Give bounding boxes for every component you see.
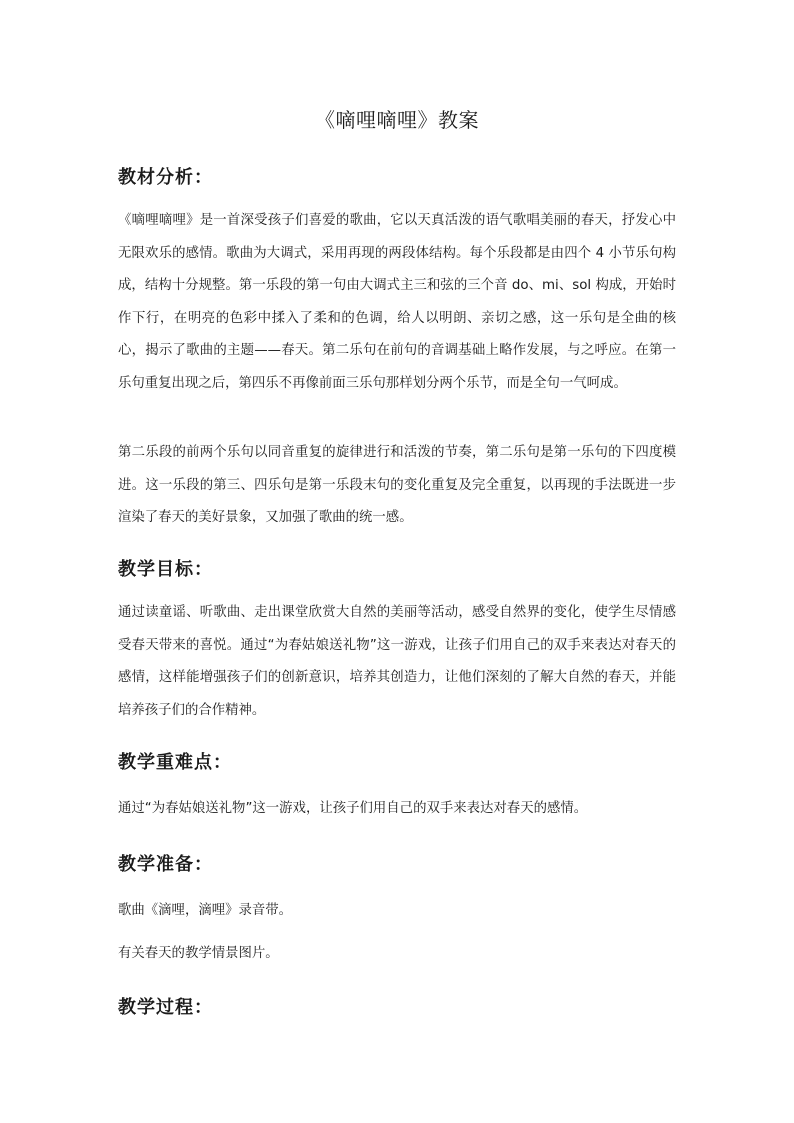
section-heading-objectives: 教学目标： <box>118 559 213 580</box>
paragraph-preparation-2: 有关春天的教学情景图片。 <box>118 946 279 961</box>
section-heading-analysis: 教材分析： <box>118 167 213 188</box>
paragraph-analysis-2: 第二乐段的前两个乐句以同音重复的旋律进行和活泼的节奏，第二乐句是第一乐句的下四度模进。这一乐段的第三、四乐句是第一乐段末句的变化重复及完全重复，以再现的手法既进一步渲染了春天的美好景象，又加强了歌曲的统一感。 <box>118 445 676 525</box>
paragraph-objectives: 通过读童谣、听歌曲、走出课堂欣赏大自然的美丽等活动，感受自然界的变化，使学生尽情感受春天带来的喜悦。通过“为春姑娘送礼物”这一游戏，让孩子们用自己的双手来表达对春天的感情，这样能增强孩子们的创新意识，培养其创造力，让他们深刻的了解大自然的春天，并能培养孩子们的合作精神。 <box>118 605 676 718</box>
document-title: 《嘀哩嘀哩》教案 <box>315 108 479 132</box>
section-heading-key-points: 教学重难点： <box>118 752 232 773</box>
section-heading-preparation: 教学准备： <box>118 854 213 875</box>
section-heading-process: 教学过程： <box>118 997 213 1018</box>
paragraph-analysis-1: 《嘀哩嘀哩》是一首深受孩子们喜爱的歌曲，它以天真活泼的语气歌唱美丽的春天，抒发心中无限欢乐的感情。歌曲为大调式，采用再现的两段体结构。每个乐段都是由四个 4 小节乐句构成，结构十分规整。第一乐段的第一句由大调式主三和弦的三个音 do、mi、sol 构成，开始时作下行，在明亮的色彩中揉入了柔和的色调，给人以明朗、亲切之感，这一乐句是全曲的核心，揭示了歌曲的主题——春天。第二乐句在前句的音调基础上略作发展，与之呼应。在第一乐句重复出现之后，第四乐不再像前面三乐句那样划分两个乐节，而是全句一气呵成。 <box>118 213 676 391</box>
paragraph-preparation-1: 歌曲《滴哩，滴哩》录音带。 <box>118 903 293 918</box>
paragraph-key-points: 通过“为春姑娘送礼物”这一游戏，让孩子们用自己的双手来表达对春天的感情。 <box>118 801 588 816</box>
